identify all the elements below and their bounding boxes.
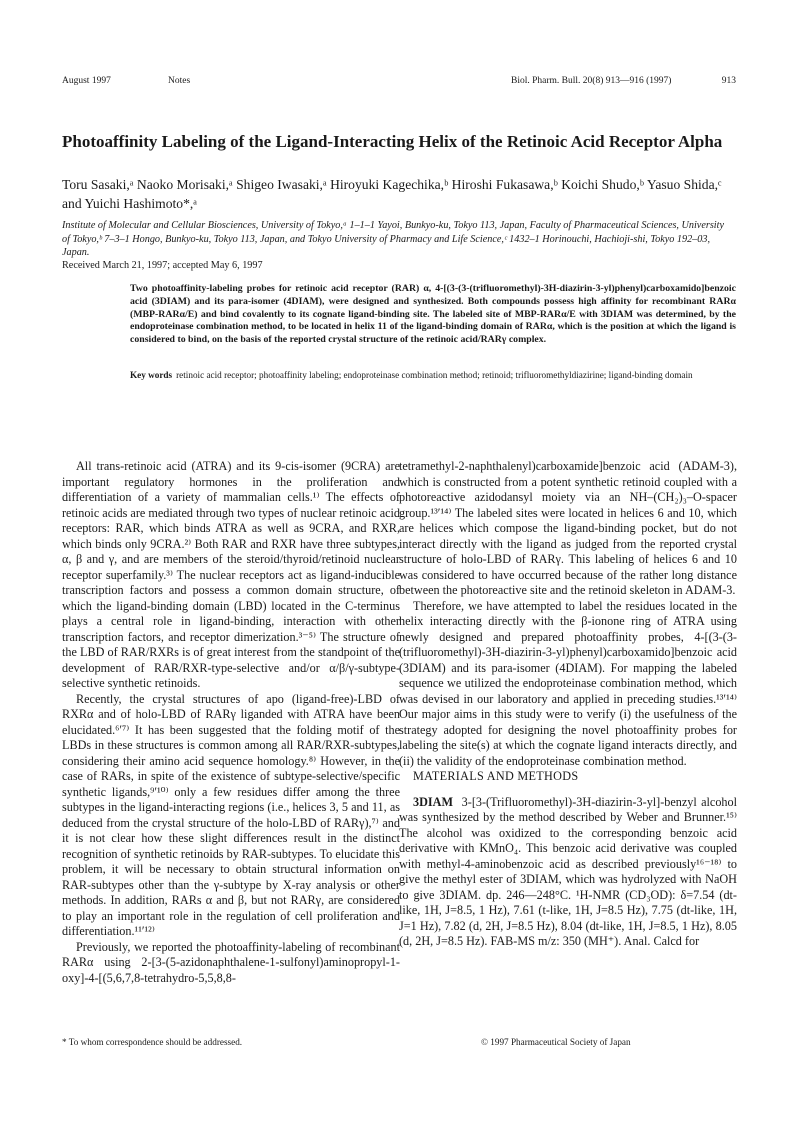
keywords [130,369,736,382]
running-head [62,76,736,90]
author-list: Toru Sasaki,ᵃ Naoko Morisaki,ᵃ Shigeo Iwasaki,ᵃ Hiroyuki Kagechika,ᵇ Hiroshi Fukasawa,ᵇ Koichi Shudo,ᵇ Yasuo Shida,ᶜ and Yuichi Hashimoto*,ᵃ [62,177,722,211]
body-paragraph [399,795,737,950]
affiliations: Institute of Molecular and Cellular Biosciences, University of Tokyo,ᵃ 1–1–1 Yayoi, Bunkyo-ku, Tokyo 113, Japan, Faculty of Pharmaceutical Sciences, University of Tokyo,ᵇ 7–3–1 Hongo, Bunkyo-ku, Tokyo 113, Japan, and Tokyo University of Pharmacy and Life Science,ᶜ 1432–1 Horinouchi, Hachioji-shi, Tokyo 192–03, Japan. [62,220,724,258]
page-number: 913 [721,76,736,86]
keywords-label: Key words [130,370,173,380]
body-column-right [399,459,737,950]
body-paragraph: Therefore, we have attempted to label the residues located in the helix interacting directly with the β-ionone ring of ATRA using newly designed and prepared photoaffinity probes, 4-[(3-(3-(trifluoromethyl)-3H-diazirin-3-yl)phenyl)carboxamido]benzoic acid (3DIAM) and its para-isomer (4DIAM). For mapping the labeled sequence we utilized the endoproteinase combination method, which was devised in our laboratory and applied in preceding studies.¹³ʹ¹⁴⁾ Our major aims in this study were to verify (i) the usefulness of the strategy adopted for designing the novel photoaffinity probes for labeling the site(s) at which the cognate ligand interacts directly, and (ii) the validity of the endoproteinase combination method. [399,598,737,768]
compound-synthesis-text: 3-[3-(Trifluoromethyl)-3H-diazirin-3-yl]-benzyl alcohol was synthesized by the method described by Weber and Brunner.¹⁵⁾ The alcohol was oxidized to the corresponding benzoic acid derivative with KMnO₄. This benzoic acid derivative was coupled with methyl-4-aminobenzoic acid as described previously¹⁶⁻¹⁸⁾ to give the methyl ester of 3DIAM, which was hydrolyzed with NaOH to give 3DIAM. dp. 246—248°C. ¹H-NMR (CD₃OD): δ=7.54 (dt-like, 1H, J=8.5, 1 Hz), 7.61 (t-like, 1H, J=8.5 Hz), 7.75 (dt-like, 1H, J=1 Hz), 7.82 (d, 2H, J=8.5 Hz), 8.04 (dt-like, 1H, J=8.5, 1 Hz), 8.05 (d, 2H, J=8.5 Hz). FAB-MS m/z: 350 (MH⁺). Anal. Calcd for [399,794,738,948]
body-paragraph: Previously, we reported the photoaffinity-labeling of recombinant RARα using 2-[3-(5-azidonaphthalene-1-sulfonyl)aminopropyl-1-oxy]-4-[(5,6,7,8-tetrahydro-5,5,8,8- [62,939,400,985]
body-column-left [62,459,400,986]
body-paragraph: Recently, the crystal structures of apo (ligand-free)-LBD of RXRα and of holo-LBD of RARγ liganded with ATRA have been elucidated.⁶ʹ⁷⁾ It has been suggested that the folding motif of the LBDs in these structures is common among all RAR/RXR-subtypes, considering their amino acid sequence homology.⁸⁾ However, in the case of RARs, in spite of the existence of subtype-selective/specific synthetic ligands,⁹ʹ¹⁰⁾ only a few residues differ among the three subtypes in the ligand-interacting regions (i.e., helices 3, 5 and 11, as deduced from the crystal structure of the holo-LBD of RARγ),⁷⁾ and it is not clear how these slight differences result in the distinct recognition of synthetic retinoids by RAR-subtypes. To elucidate this problem, it will be necessary to obtain structural information on RAR-subtypes other than the γ-subtype by X-ray analysis or other methods. In addition, RARs α and β, but not RARγ, are considered to play an important role in the regulation of cell proliferation and differentiation.¹¹ʹ¹²⁾ [62,691,400,938]
compound-label: 3DIAM [413,794,453,809]
body-paragraph: All trans-retinoic acid (ATRA) and its 9-cis-isomer (9CRA) are important regulatory hormones in the proliferation and differentiation of a variety of mammalian cells.¹⁾ The effects of retinoic acids are mediated through two types of nuclear retinoic acid receptors: RAR, which binds ATRA as well as 9CRA, and RXR, which binds only 9CRA.²⁾ Both RAR and RXR have three subtypes, α, β and γ, and are members of the steroid/thyroid/retinoid nuclear receptor superfamily.³⁾ The nuclear receptors act as ligand-inducible transcription factors and possess a common domain structure, of which the ligand-binding domain (LBD) located in the C-terminus plays a central role in ligand-binding, interaction with other transcription factors, and receptor dimerization.³⁻⁵⁾ The structure of the LBD of RAR/RXRs is of great interest from the standpoint of the development of RAR/RXR-type-selective and/or α/β/γ-subtype-selective synthetic retinoids. [62,459,400,690]
correspondence-footnote: * To whom correspondence should be addressed. [62,1037,243,1047]
section-heading: MATERIALS AND METHODS [413,769,579,783]
received-dates: Received March 21, 1997; accepted May 6, 1997 [62,260,263,271]
keywords-text: retinoic acid receptor; photoaffinity labeling; endoproteinase combination method; retinoid; trifluoromethyldiazirine; ligand-binding domain [176,370,693,380]
abstract: Two photoaffinity-labeling probes for retinoic acid receptor (RAR) α, 4-[(3-(3-(trifluoromethyl)-3H-diazirin-3-yl)phenyl)carboxamido]benzoic acid (3DIAM) and its para-isomer (4DIAM), were designed and synthesized. Both compounds possess high affinity for recombinant RARα (MBP-RARα/E) and bind covalently to its cognate ligand-binding site. The labeled site of MBP-RARα/E with 3DIAM was determined, by the endoproteinase combination method, to be located in helix 11 of the ligand-binding domain of RARα, which is the position at which the ligand is considered to bind, on the basis of the reported crystal structure of the retinoic acid/RARγ complex. [130,283,736,346]
copyright-notice: © 1997 Pharmaceutical Society of Japan [481,1037,631,1047]
running-head-section: Notes [168,76,191,86]
running-head-journal: Biol. Pharm. Bull. 20(8) 913—916 (1997) [511,76,672,86]
running-head-date: August 1997 [62,76,111,86]
body-paragraph: tetramethyl-2-naphthalenyl)carboxamide]benzoic acid (ADAM-3), which is constructed from a potent synthetic retinoid coupled with a photoreactive azidodansyl moiety via an NH–(CH₂)₃–O-spacer group.¹³ʹ¹⁴⁾ The labeled sites were located in helices 6 and 10, which are helices which compose the ligand-binding pocket, but do not interact directly with the ligand as judged from the reported crystal structure of holo-LBD of RARγ. This labeling of helices 6 and 10 was considered to have occurred because of the rather long distance between the photoreactive site and the retinoid skeleton in ADAM-3. [399,459,737,597]
paper-title: Photoaffinity Labeling of the Ligand-Interacting Helix of the Retinoic Acid Receptor Alpha [62,132,723,151]
